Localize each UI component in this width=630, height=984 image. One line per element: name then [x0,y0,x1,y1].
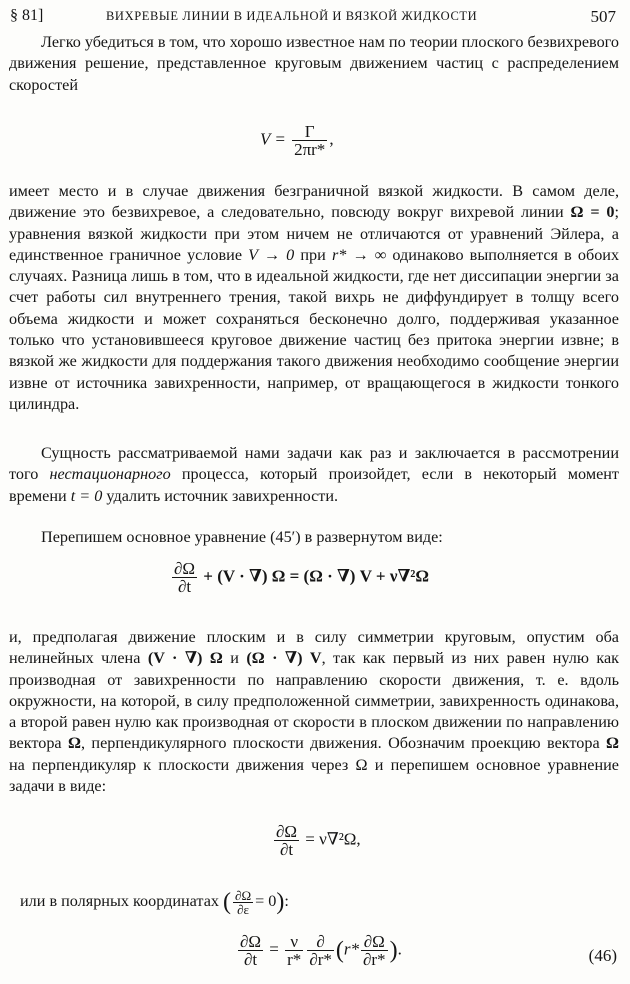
lhs-fraction [238,933,263,968]
time-derivative-fraction [274,823,299,858]
nonlinear-term-1: (V · ∇) Ω [147,649,223,668]
formula-velocity [260,123,334,158]
fraction-numerator: ∂Ω [240,932,262,951]
paragraph-3-text-c: процесса, который произойдет, если в некоторый момент времени [9,465,619,505]
angular-derivative-rest: = 0 [255,892,277,911]
paragraph-5-text-i: на перпендикуляр к плоскости движения через Ω и перепишем основное уравнение задачи в виде: [9,755,619,796]
paragraph-3-text-e: удалить источник завихренности. [106,486,339,505]
velocity-limit-expr: V → 0 [248,245,295,264]
fraction-denominator: ∂t [279,840,294,859]
page-header [10,7,616,29]
paragraph-5 [9,627,619,797]
paragraph-3-text-a: Сущность рассматриваемой нами задачи как раз и заключается в рассмотрении того [9,444,619,484]
paren-close: ) [276,889,285,916]
page-number: 507 [590,7,616,26]
inner-derivative-fraction [361,933,388,968]
paragraph-2-text-e: при [300,245,326,264]
time-derivative-fraction [172,560,197,595]
paragraph-2-text-c: ; уравнения вязкой жидкости при этом ничем не отличаются от уравнений Эйлера, а единственное граничное условие [9,203,620,264]
equation-number: (46) [588,946,617,965]
paren-open: ( [335,937,344,964]
running-title: ВИХРЕВЫЕ ЛИНИИ В ИДЕАЛЬНОЙ И ВЯЗКОЙ ЖИДКОСТИ [106,9,478,23]
paragraph-6-text-a: или в полярных координатах [20,892,219,911]
vector-omega-2: Ω [606,734,619,753]
formula-velocity-comma: , [329,129,334,149]
fraction-numerator: Γ [292,123,327,141]
fraction-numerator: ν [285,933,303,951]
radial-derivative-fraction [307,933,334,968]
italic-term-nonstationary: нестационарного [49,465,171,484]
paragraph-1: Легко убедиться в том, что хорошо известное нам по теории плоского безвихревого движения решение, представленное круговым движением частиц с распределением скоростей [9,33,619,94]
formula-polar [236,933,402,968]
formula-polar-equals: = [269,939,279,959]
fraction-numerator: ∂Ω [174,559,196,578]
paragraph-5-text-a: и, предполагая движение плоским и в силу симметрии круговым, опустим оба нелинейных члена [9,628,619,668]
fraction-numerator: ∂ [307,933,334,951]
paragraph-6 [20,889,580,916]
fraction-denominator: ∂t [243,950,258,969]
nonlinear-term-2: (Ω · ∇) V [246,649,322,668]
section-number: § 81] [10,7,44,24]
coefficient-fraction [285,933,303,968]
radius-factor: r* [343,939,359,959]
fraction-denominator: r* [287,950,302,969]
formula-velocity-lhs: V = [260,129,286,149]
paragraph-3 [9,443,619,507]
paragraph-5-text-g: , перпендикулярного плоскости движения. Обозначим проекцию вектора [80,734,600,753]
paragraph-5-text-c: и [230,649,239,668]
paragraph-5-text-e: , так как первый из них равен нулю как производная от завихренности по направлению скорости движения, т. е. вдоль окружности, на которой, в силу предположенной симметрии, завихренность одинакова, а второй равен нулю как производная от скорости в плоском движении по направлению вектора [9,649,620,753]
vorticity-zero-expr: Ω = 0 [570,203,615,222]
angular-derivative-fraction [233,889,253,916]
paragraph-2-text-g: одинаково выполняется в обоих случаях. Разница лишь в том, что в идеальной жидкости, где нет диссипации энергии за счет работы сил внутреннего трения, такой вихрь не диффундирует в толщу всего объема жидкости и может сохраняться бесконечно долго, поддерживая указанное только что установившееся круговое движение частиц без притока энергии извне; в вязкой же жидкости для поддержания такого движения необходимо сообщение энергии извне от источника завихренности, например, от вращающегося в жидкости тонкого цилиндра. [9,245,620,413]
formula-polar-period: . [397,939,402,959]
paragraph-2 [9,181,619,415]
formula-diffusion [272,823,361,858]
paragraph-6-colon: : [284,892,289,911]
time-zero-expr: t = 0 [70,486,103,505]
paren-close: ) [389,937,398,964]
formula-diffusion-rest: = ν∇²Ω, [305,829,361,849]
paragraph-2-text-a: имеет место и в случае движения безграничной вязкой жидкости. В самом деле, движение это безвихревое, а следовательно, повсюду вокруг вихревой линии [9,182,619,222]
vector-omega-1: Ω [68,734,81,753]
fraction-denominator: ∂r* [309,950,332,969]
fraction-denominator: 2πr* [294,140,326,159]
fraction-numerator: ∂Ω [361,933,388,951]
formula-vorticity-equation [170,560,429,595]
formula-velocity-fraction [292,123,327,158]
fraction-denominator: ∂r* [363,950,386,969]
formula-vorticity-rest: + (V · ∇) Ω = (Ω · ∇) V + ν∇²Ω [203,566,429,586]
fraction-numerator: ∂Ω [235,888,252,903]
paragraph-4: Перепишем основное уравнение (45′) в развернутом виде: [41,528,443,546]
radius-limit-expr: r* → ∞ [331,245,387,264]
fraction-denominator: ∂t [177,577,192,596]
fraction-denominator: ∂ε [237,902,249,917]
paren-open: ( [223,889,232,916]
fraction-numerator: ∂Ω [276,822,298,841]
